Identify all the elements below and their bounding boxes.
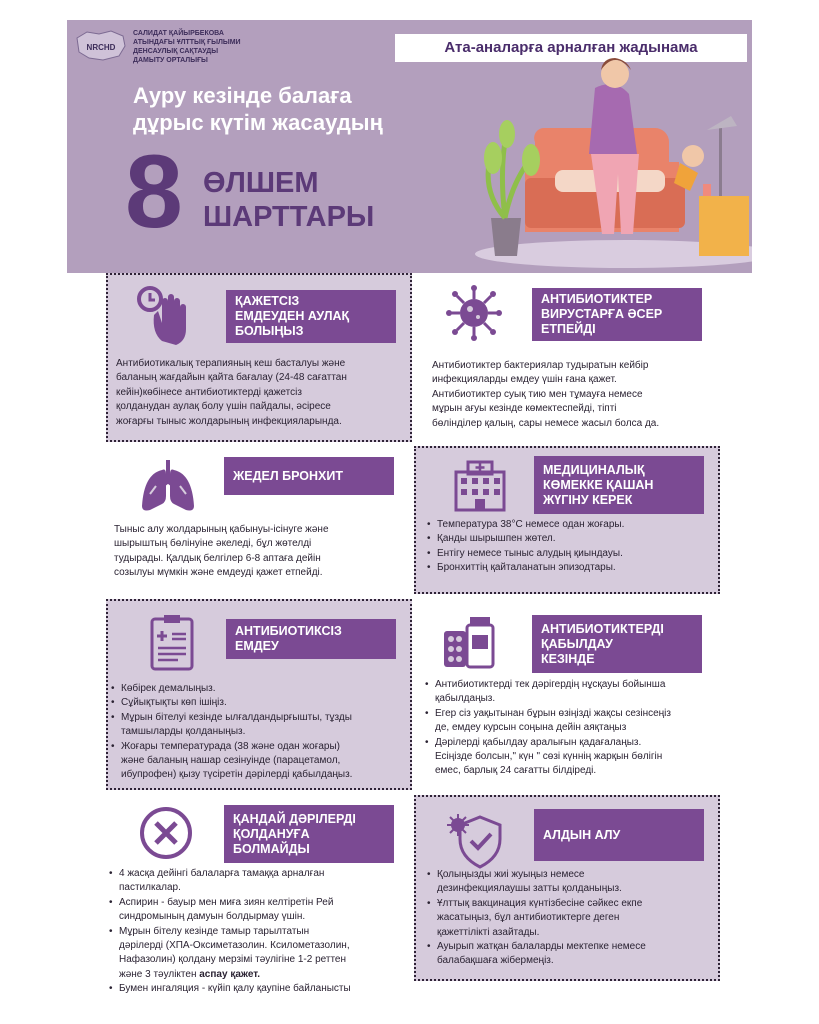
list-item: • Дәрілерді қабылдау аралығын қадағалаңыз. Есіңізде болсын," күн " сөзі күннің жарқын бөлігін емес, барлық 24 сағатты білдіреді.: [424, 736, 718, 779]
list-item: • Мұрын бітелу кезінде тамыр тарылтатын дәрілерді (ХПА-Оксиметазолин. Ксилометазолин, Нафазолин) қолдану мерзімі тәулігіне 1-2 реттен және 3 тәуліктен аспау қажет.: [108, 925, 412, 983]
card-heading: МЕДИЦИНАЛЫҚ КӨМЕККЕ ҚАШАН ЖҮГІНУ КЕРЕК: [534, 456, 704, 514]
list-item: • Қанды шырышпен жөтел.: [426, 532, 718, 546]
cross-circle-icon: [136, 803, 196, 863]
card-bullet-list: [426, 868, 720, 969]
organization-name: САЛИДАТ ҚАЙЫРБЕКОВА АТЫНДАҒЫ ҰЛТТЫҚ ҒЫЛЫМИ ДЕНСАУЛЫҚ САҚТАУДЫ ДАМЫТУ ОРТАЛЫҒЫ: [133, 30, 241, 64]
list-item: • Бумен ингаляция - күйіп қалу қаупіне байланысты: [108, 982, 412, 996]
list-item: • Мұрын бітелуі кезінде ылғалдандырғышты, тұзды тамшыларды қолданыңыз.: [110, 711, 412, 740]
card-heading: АНТИБИОТИКТЕР ВИРУСТАРҒА ӘСЕР ЕТПЕЙДІ: [532, 288, 702, 341]
emphasis-text: аспау қажет.: [199, 968, 261, 980]
card-heading: ҚАЖЕТСІЗ ЕМДЕУДЕН АУЛАҚ БОЛЫҢЫЗ: [226, 290, 396, 343]
page-title: Ауру кезінде балаға дұрыс күтім жасаудың: [133, 83, 383, 135]
card-when-to-seek-medical-help: [414, 446, 720, 594]
lungs-icon: [138, 456, 198, 516]
card-bullet-list: [424, 678, 718, 779]
card-heading: ҚАНДАЙ ДӘРІЛЕРДІ ҚОЛДАНУҒА БОЛМАЙДЫ: [224, 805, 394, 863]
list-item: • 4 жасқа дейінгі балаларға тамаққа арналған пастилкалар.: [108, 867, 412, 896]
list-item: • Жоғары температурада (38 және одан жоғары) және баланың нашар сезінуінде (парацетамол, ибупрофен) қызу түсіретін дәрілерді қабылдаңыз.: [110, 740, 412, 783]
card-prevention: [414, 795, 720, 981]
card-text: Тыныс алу жолдарының қабынуы-ісінуге және шырыштың бөлінуіне әкеледі, бұл жөтелді тудырады. Қалдық белгілер 6-8 аптаға дейін созылуы мүмкін және емдеуді қажет етпейді.: [114, 524, 329, 579]
card-text: Антибиотикалық терапияның кеш басталуы және баланың жағдайын қайта бағалау (24-48 сағаттан кейін)көбінесе антибиотиктерді қажетсіз қолданудан аулақ болу үшін пайдалы, әсіресе жоғарғы тыныс жолдарының инфекцияларында.: [116, 358, 347, 427]
card-heading: АНТИБИОТИКСІЗ ЕМДЕУ: [226, 619, 396, 659]
card-acute-bronchitis: [106, 446, 412, 594]
card-text: Антибиотиктер бактериялар тудыратын кейбір инфекцияларды емдеу үшін ғана қажет. Антибиотиктер суық тию мен тұмауға немесе мұрын ағуы кезінде көмектеспейді, тіпті бөлінділер қалың, сары немесе жасыл болса да.: [432, 360, 660, 429]
memo-badge: Ата-аналарға арналған жадынама: [395, 34, 747, 62]
mother-child-illustration: [455, 48, 752, 273]
nrchd-logo: [73, 28, 129, 64]
card-bullet-list: [108, 867, 412, 997]
card-prohibited-medicines: [106, 795, 412, 1004]
list-item: • Ауырып жатқан балаларды мектепке немесе балабақшаға жібермеңіз.: [426, 940, 720, 969]
list-item: • Ұлттық вакцинация күнтізбесіне сәйкес екпе жасатыңыз, бұл антибиотиктерге деген қажеттілікті азайтады.: [426, 897, 720, 940]
shield-virus-icon: [446, 811, 506, 871]
virus-icon: [444, 283, 504, 343]
page-subtitle: ӨЛШЕМ ШАРТТАРЫ: [203, 167, 375, 233]
list-item: • Ентігу немесе тыныс алудың қиындауы.: [426, 547, 718, 561]
list-item: • Антибиотиктерді тек дәрігердің нұсқауы бойынша қабылдаңыз.: [424, 678, 718, 707]
card-heading: ЖЕДЕЛ БРОНХИТ: [224, 457, 394, 495]
list-item: • Көбірек демалыңыз.: [110, 682, 412, 696]
card-when-taking-antibiotics: [414, 599, 720, 790]
card-bullet-list: [426, 518, 718, 576]
card-antibiotics-no-effect-viruses: [414, 273, 720, 442]
clipboard-icon: [142, 611, 202, 671]
list-item: • Егер сіз уақытынан бұрын өзіңізді жақсы сезінсеңіз де, емдеу курсын соңына дейін аяқтаңыз: [424, 707, 718, 736]
card-avoid-unnecessary-treatment: [106, 273, 412, 442]
hospital-icon: [450, 454, 510, 514]
list-item: • Температура 38°C немесе одан жоғары.: [426, 518, 718, 532]
card-heading: АНТИБИОТИКТЕРДІ ҚАБЫЛДАУ КЕЗІНДЕ: [532, 615, 702, 673]
card-treatment-without-antibiotics: [106, 599, 412, 790]
logo-text: NRCHD: [86, 43, 116, 52]
card-heading: АЛДЫН АЛУ: [534, 809, 704, 861]
list-item: • Аспирин - бауыр мен миға зиян келтіретін Рей синдромының дамуын болдырмау үшін.: [108, 896, 412, 925]
header-banner: [67, 20, 752, 273]
list-item: • Қолыңызды жиі жуыңыз немесе дезинфекциялаушы затты қолданыңыз.: [426, 868, 720, 897]
clock-hand-stop-icon: [136, 285, 196, 345]
card-bullet-list: [110, 682, 412, 783]
big-number: 8: [125, 134, 183, 250]
list-item: • Сұйықтықты көп ішіңіз.: [110, 696, 412, 710]
list-item: • Бронхиттің қайталанатын эпизодтары.: [426, 561, 718, 575]
pills-bottle-icon: [440, 613, 500, 673]
